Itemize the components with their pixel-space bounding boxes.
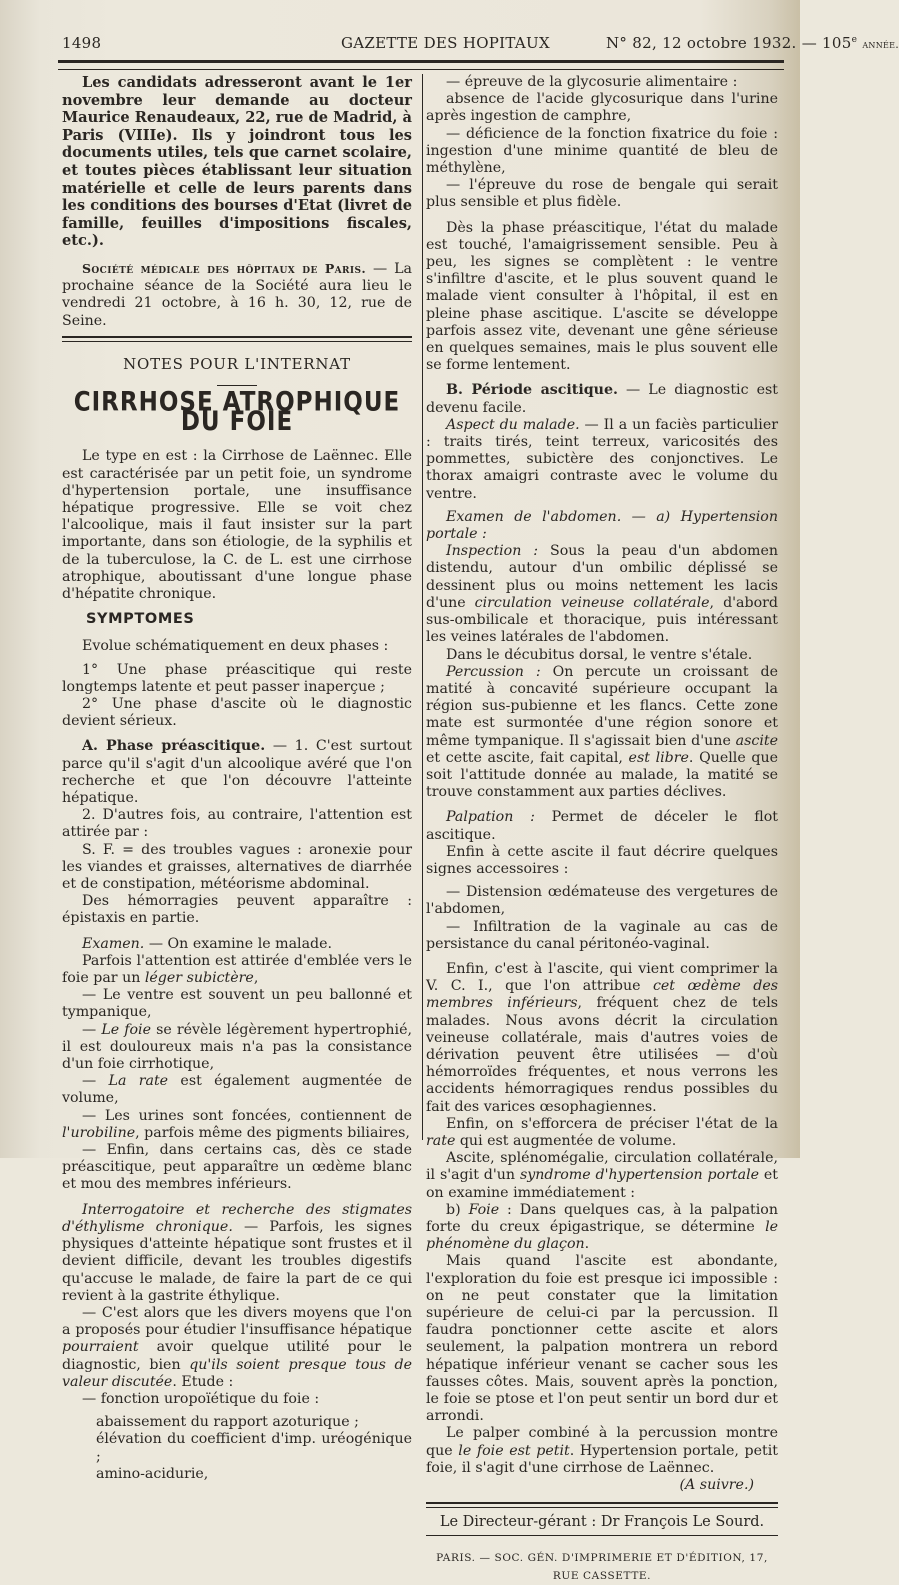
inspection-text-b: , d'abord sus-ombilicale et thoracique, puis intéressant les veines latérales de l'abdomen. xyxy=(426,594,778,646)
aminoacidurie-line: amino-acidurie, xyxy=(96,1465,209,1482)
splenomegalie-paragraph xyxy=(426,1150,778,1202)
urines-text-b: , parfois même des pigments biliaires, xyxy=(135,1124,410,1141)
journal-title: GAZETTE DES HOPITAUX xyxy=(341,34,550,52)
inspection-label: Inspection : xyxy=(446,543,539,560)
mais-quand-paragraph: Mais quand l'ascite est abondante, l'exploration du foie est presque ici impossible : on ne peut constater que la limitation supérieure de celui-ci par la percussion. Il faudra ponctionner cette ascite et alors seulement, la palpation montrera un rebord hépatique inférieur venant se cacher sous les fausses côtes. Mais, souvent après la ponction, le foie se ptose et l'on peut sentir un bord dur et arrondi. xyxy=(426,1253,778,1425)
moyens-text-it1: pourraient xyxy=(62,1339,139,1356)
interro-text-b: — Parfois, les signes physiques d'atteinte hépatique sont frustes et il devient difficile, devant les troubles digestifs qu'accuse le malade, de faire la part de ce qui revient à la gastrite éthylique. xyxy=(62,1218,412,1304)
splenomegalie-text-a: Ascite, splénomégalie, circulation collatérale, il s'agit d'un xyxy=(426,1150,778,1184)
hemorragies-paragraph: Des hémorragies peuvent apparaître : épistaxis en partie. xyxy=(62,893,412,927)
symptomes-heading: SYMPTOMES xyxy=(86,611,195,628)
moyens-text-a: — C'est alors que les divers moyens que l'on a proposés pour étudier l'insuffisance hépatique xyxy=(62,1304,412,1339)
foie-b-text-it: Foie xyxy=(468,1201,500,1218)
aspect-label: Aspect du malade. xyxy=(446,416,580,433)
comprimer-text-it: cet œdème des membres inférieurs xyxy=(426,978,778,1012)
examen-paragraph xyxy=(62,936,412,953)
ventre-paragraph: — Le ventre est souvent un peu ballonné et tympanique, xyxy=(62,987,412,1021)
inspection-paragraph xyxy=(426,543,778,646)
aspect-text: — Il a un faciès particulier : traits tirés, teint terreux, varicosités des pommettes, subictère des conjonctives. Le thorax amaigri contraste avec le volume du ventre. xyxy=(426,416,778,502)
right-column xyxy=(426,74,778,1585)
foie-paragraph xyxy=(62,1022,412,1074)
phaseA-paragraph xyxy=(62,738,412,807)
moyens-text-it2: qu'ils soient presque tous de valeur discutée xyxy=(62,1356,412,1390)
percussion-label: Percussion : xyxy=(446,663,541,680)
rate-text-it: La rate xyxy=(108,1073,169,1090)
urines-text-it: l'urobiline xyxy=(62,1124,136,1141)
foie-text-b: se révèle légèrement hypertrophié, il est douloureux mais n'a pas la consistance d'un foie cirrhotique, xyxy=(62,1021,412,1073)
column-separator xyxy=(422,74,423,1140)
phaseA-text: — 1. C'est surtout parce qu'il s'agit d'un alcoolique avéré que l'on recherche et que l'on découvre l'atteinte hépatique. xyxy=(62,738,412,807)
issue-year-word: année. xyxy=(862,38,899,51)
phase2-paragraph: 2° Une phase d'ascite où le diagnostic devient sérieux. xyxy=(62,696,412,730)
examen-label: Examen. xyxy=(82,935,145,952)
efforcera-text-b: qui est augmentée de volume. xyxy=(455,1132,677,1149)
enfin-ascite-paragraph: Enfin à cette ascite il faut décrire quelques signes accessoires : xyxy=(426,843,778,877)
printer-line: PARIS. — SOC. GÉN. D'IMPRIMERIE ET D'ÉDITION, 17, RUE CASSETTE. xyxy=(436,1552,768,1582)
moyens-text-c: . Etude : xyxy=(172,1373,234,1390)
interrogatoire-paragraph xyxy=(62,1202,412,1305)
printer-rule xyxy=(426,1535,778,1536)
director-line: Le Directeur-gérant : Dr François Le Sourd. xyxy=(439,1514,765,1531)
comprimer-text-b: , fréquent chez de tels malades. Nous avons décrit la circulation veineuse collatérale, mais d'autres voies de dérivation peuvent être utilisées — d'où hémorroïdes fréquentes, et nous verrons les accidents hémorragiques rendus possibles du fait des varices œsophagiennes. xyxy=(426,995,779,1115)
header-rule xyxy=(58,60,784,70)
notes-title: NOTES POUR L'INTERNAT xyxy=(123,354,351,373)
issue-sup: e xyxy=(851,35,858,45)
section-rule xyxy=(62,336,412,342)
examen-abdomen-heading: Examen de l'abdomen. — a) Hypertension portale : xyxy=(426,508,778,543)
sf-paragraph: S. F. = des troubles vagues : aronexie pour les viandes et graisses, alternatives de diarrhée et de constipation, météorisme abdominal. xyxy=(62,841,412,893)
foie-b-paragraph xyxy=(426,1202,778,1254)
inspection-text-it: circulation veineuse collatérale xyxy=(474,594,710,611)
uregenique-line: élévation du coefficient d'imp. uréogénique ; xyxy=(96,1431,412,1465)
inspection-text-a: Sous la peau d'un abdomen distendu, autour d'un ombilic déplissé se dessinent plus ou moins nettement les lacis d'une xyxy=(426,543,778,611)
splenomegalie-text-b: et on examine immédiatement : xyxy=(426,1167,778,1201)
percussion-text-c: . Quelle que soit l'attitude donnée au malade, la matité se trouve constamment aux parties déclives. xyxy=(426,749,778,801)
p2-paragraph: 2. D'autres fois, au contraire, l'attention est attirée par : xyxy=(62,807,412,841)
periodeB-text: — Le diagnostic est devenu facile. xyxy=(426,382,778,416)
distension-line: — Distension œdémateuse des vergetures de l'abdomen, xyxy=(426,884,778,918)
page-header xyxy=(58,34,899,58)
urines-text-a: — Les urines sont foncées, contiennent de xyxy=(82,1107,412,1124)
attention-text-it: léger subictère xyxy=(144,970,254,987)
foie-b-text-a: b) xyxy=(446,1201,469,1218)
footer-rule xyxy=(426,1502,778,1508)
moyens-paragraph xyxy=(62,1305,412,1391)
palper-text-a: Le palper combiné à la percussion montre que xyxy=(426,1425,778,1459)
acide-paragraph: absence de l'acide glycosurique dans l'urine après ingestion de camphre, xyxy=(426,91,778,125)
intro-paragraph: Le type en est : la Cirrhose de Laënnec. Elle est caractérisée par un petit foie, un syndrome d'hypertension portale, une insuffisance hépatique progressive. Elle se voit chez l'alcoolique, mais il faut insister sur la part importante, dans son étiologie, de la syphilis et de la tuberculose, la C. de L. est une cirrhose atrophique, aboutissant d'une longue phase d'hépatite chronique. xyxy=(62,448,412,602)
foie-b-text-c: . xyxy=(584,1236,590,1253)
infiltration-paragraph: — Infiltration de la vaginale au cas de persistance du canal péritonéo-vaginal. xyxy=(426,918,778,952)
societe-text: — La prochaine séance de la Société aura lieu le vendredi 21 octobre, à 16 h. 30, 12, rue de Seine. xyxy=(62,260,412,329)
title-dash xyxy=(217,385,257,386)
splenomegalie-text-it: syndrome d'hypertension portale xyxy=(519,1167,760,1184)
issue-line xyxy=(606,34,899,52)
rate-text-a: — xyxy=(82,1073,109,1090)
urines-paragraph xyxy=(62,1108,412,1142)
palper-text-it: le foie est petit xyxy=(458,1442,570,1459)
palper-paragraph xyxy=(426,1425,778,1477)
foie-text-it: Le foie xyxy=(101,1021,151,1038)
comprimer-text-a: Enfin, c'est à l'ascite, qui vient comprimer la V. C. I., que l'on attribue xyxy=(426,960,778,995)
attention-text-a: Parfois l'attention est attirée d'emblée vers le foie par un xyxy=(62,952,412,987)
moyens-text-b: avoir quelque utilité pour le diagnostic, bien xyxy=(62,1339,412,1373)
palpation-label: Palpation : xyxy=(446,809,535,826)
oedeme-paragraph: — Enfin, dans certains cas, dès ce stade préascitique, peut apparaître un œdème blanc et mou des membres inférieurs. xyxy=(62,1142,412,1193)
aspect-paragraph xyxy=(426,417,778,503)
percussion-paragraph xyxy=(426,664,778,802)
efforcera-paragraph xyxy=(426,1116,778,1150)
article-title: CIRRHOSE ATROPHIQUE DU FOIE xyxy=(73,387,401,438)
palper-text-b: . Hypertension portale, petit foie, il s'agit d'une cirrhose de Laënnec. xyxy=(426,1442,778,1476)
foie-b-text-b: : Dans quelques cas, à la palpation forte du creux épigastrique, se détermine xyxy=(426,1201,778,1235)
percussion-text-it3: est libre xyxy=(628,749,689,766)
issue-text: N° 82, 12 octobre 1932. — 105 xyxy=(606,34,852,52)
page-number: 1498 xyxy=(62,34,102,52)
foie-b-text-it2: le phénomène du glaçon xyxy=(426,1219,778,1253)
a-suivre: (A suivre.) xyxy=(679,1477,754,1494)
societe-label: Société médicale des hôpitaux de Paris. xyxy=(82,260,367,276)
examen-text: — On examine le malade. xyxy=(144,935,333,952)
societe-paragraph xyxy=(62,260,412,330)
percussion-text-b: et cette ascite, fait capital, xyxy=(426,749,629,766)
palpation-paragraph xyxy=(426,809,778,843)
interro-text-it: Interrogatoire et recherche des stigmates d'éthylisme chronique. xyxy=(62,1201,412,1235)
percussion-text-it2: ascite xyxy=(735,732,778,749)
glycosurie-line: — épreuve de la glycosurie alimentaire : xyxy=(446,74,738,90)
left-column xyxy=(62,74,412,1483)
percussion-text-a: On percute un croissant de matité à concavité supérieure occupant la région sus-pubienne et les flancs. Cette zone mate est surmontée d'une région sonore et même tympanique. Il s'agissait bien d'une xyxy=(426,663,778,749)
attention-paragraph xyxy=(62,953,412,987)
periodeB-paragraph xyxy=(426,382,778,416)
fixatrice-paragraph: — déficience de la fonction fixatrice du foie : ingestion d'une minime quantité de bleu de méthylène, xyxy=(426,125,778,177)
bengale-paragraph: — l'épreuve du rose de bengale qui serait plus sensible et plus fidèle. xyxy=(426,177,778,211)
efforcera-text-it: rate xyxy=(426,1132,456,1149)
uropoietique-line: — fonction uropoïétique du foie : xyxy=(82,1390,320,1407)
attention-text-b: , xyxy=(253,970,259,987)
azoturique-line: abaissement du rapport azoturique ; xyxy=(96,1414,359,1431)
efforcera-text-a: Enfin, on s'efforcera de préciser l'état de la xyxy=(446,1115,778,1132)
decubitus-line: Dans le décubitus dorsal, le ventre s'étale. xyxy=(446,646,753,663)
periodeB-label: B. Période ascitique. xyxy=(446,382,618,399)
phaseA-label: A. Phase préascitique. xyxy=(82,738,266,755)
announcement-paragraph: Les candidats adresseront avant le 1er novembre leur demande au docteur Maurice Renaudeaux, 22, rue de Madrid, à Paris (VIIIe). Ils y joindront tous les documents utiles, tels que carnet scolaire, et toutes pièces établissant leur situation matérielle et celle de leurs parents dans les conditions des bourses d'Etat (livret de famille, feuilles d'impositions fiscales, etc.). xyxy=(62,74,412,250)
foie-text-a: — xyxy=(82,1021,102,1038)
rate-text-b: est également augmentée de volume, xyxy=(62,1073,412,1107)
des-phase-paragraph: Dès la phase préascitique, l'état du malade est touché, l'amaigrissement sensible. Peu à peu, les signes se complètent : le ventre s'infiltre d'ascite, et le plus souvent quand le malade vient consulter à l'hôpital, il est en pleine phase ascitique. L'ascite se développe parfois assez vite, devenant une gêne sérieuse en quelques semaines, mais le plus souvent elle se forme lentement. xyxy=(426,219,778,374)
rate-paragraph xyxy=(62,1073,412,1107)
comprimer-paragraph xyxy=(426,961,778,1116)
palpation-text: Permet de déceler le flot ascitique. xyxy=(426,809,778,843)
phase1-paragraph: 1° Une phase préascitique qui reste longtemps latente et peut passer inaperçue ; xyxy=(62,661,412,695)
evolue-paragraph: Evolue schématiquement en deux phases : xyxy=(82,638,389,655)
